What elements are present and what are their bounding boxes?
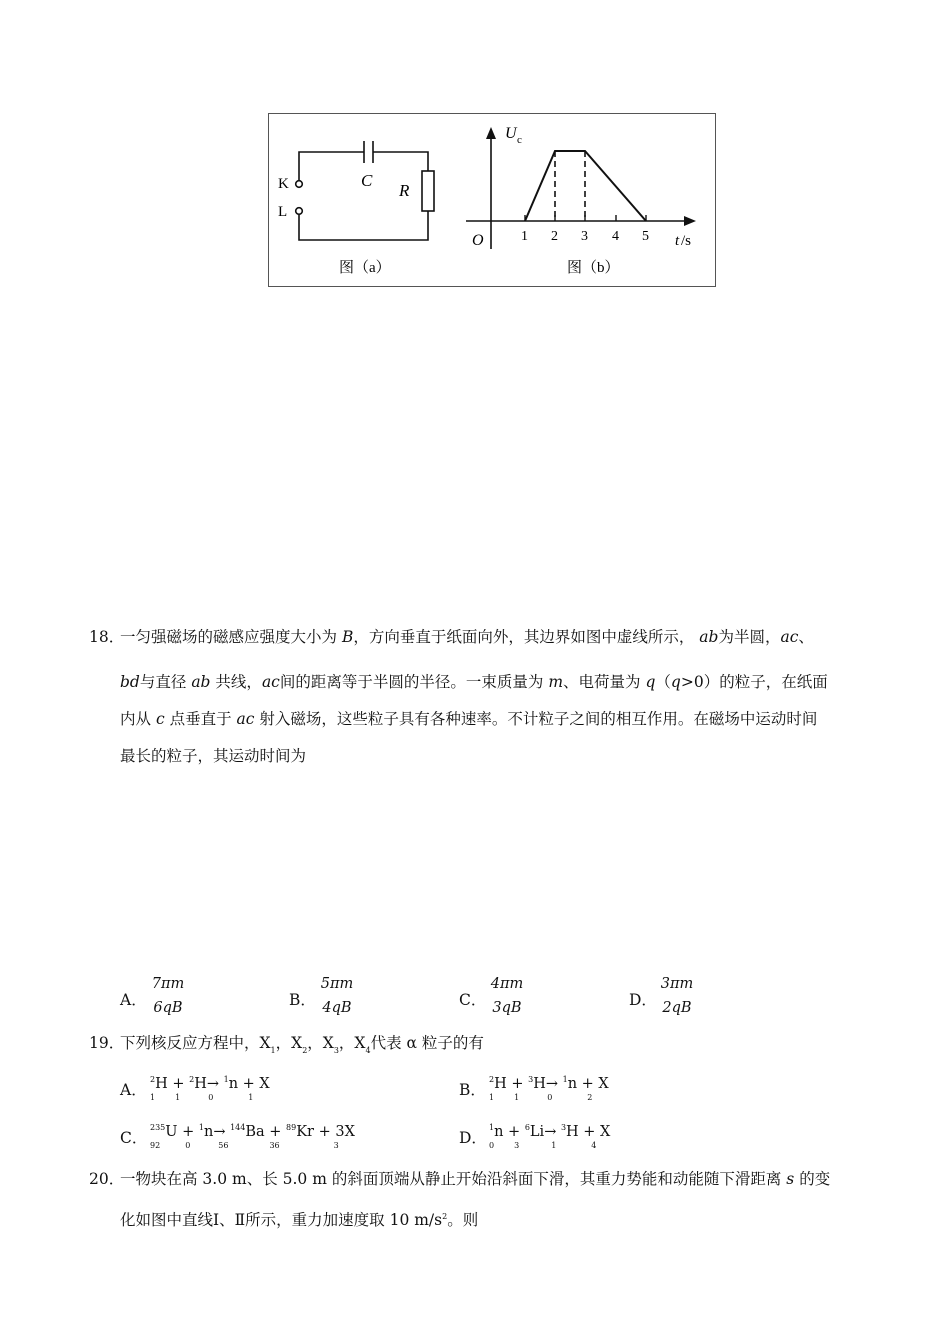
- wire-bottom: [299, 211, 428, 240]
- atomic-number: 0: [547, 1093, 553, 1102]
- fraction-numerator: 3πm: [660, 976, 694, 992]
- origin-label: O: [472, 232, 484, 249]
- atomic-number: 1: [150, 1093, 156, 1102]
- q18-text: 射入磁场，这些粒子具有各种速率。不计粒子之间的相互作用。在磁场中运动时间: [259, 710, 818, 728]
- switch-l-terminal: [296, 208, 303, 215]
- q18-option-b-label[interactable]: B．: [289, 991, 316, 1009]
- atomic-number: 1: [551, 1141, 557, 1150]
- q19-option-c-subscripts: [150, 1141, 339, 1150]
- figure-svg: [269, 114, 717, 288]
- q19-text: 代表 α 粒子的有: [370, 1034, 484, 1052]
- q19-subscript: 2: [302, 1046, 308, 1055]
- q18-text: 、: [798, 628, 814, 646]
- q18-var: ac: [236, 710, 255, 728]
- tick-label-4: 4: [612, 229, 619, 244]
- q19-option-a-equation[interactable]: [150, 1076, 270, 1092]
- q18-option-a-label[interactable]: A．: [120, 991, 147, 1009]
- tick-label-3: 3: [581, 229, 588, 244]
- nuclide: Li: [529, 1124, 545, 1140]
- q20-superscript: 2: [442, 1212, 448, 1221]
- atomic-number: 0: [185, 1141, 191, 1150]
- atomic-number: 2: [587, 1093, 593, 1102]
- q20-line-2: [120, 1207, 870, 1236]
- q18-var: q: [645, 673, 656, 691]
- atomic-number: 1: [175, 1093, 181, 1102]
- q19-subscript: 3: [333, 1046, 339, 1055]
- q19-option-c-equation[interactable]: [150, 1124, 355, 1140]
- nuclide: Ba +: [245, 1124, 287, 1140]
- nuclide: n + X: [228, 1076, 270, 1092]
- nuclide: H + X: [566, 1124, 611, 1140]
- q20-text: 。则: [447, 1211, 479, 1229]
- q18-text: ，方向垂直于纸面向外，其边界如图中虚线所示，: [353, 628, 695, 646]
- q18-var: q: [670, 673, 681, 691]
- q18-var: c: [155, 710, 165, 728]
- q18-line-3: [120, 706, 870, 732]
- q19-subscript: 4: [365, 1046, 371, 1055]
- atomic-number: 0: [489, 1141, 495, 1150]
- nuclide: H +: [494, 1076, 529, 1092]
- q18-option-d-label[interactable]: D．: [629, 991, 657, 1009]
- q18-var: ac: [261, 673, 280, 691]
- wire-top-left: [299, 152, 364, 180]
- q19-text: ，X: [275, 1034, 303, 1052]
- q18-text: 为半圆，: [718, 628, 781, 646]
- q18-var: B: [341, 628, 354, 646]
- q18-line-4: 最长的粒子，其运动时间为: [120, 747, 307, 765]
- tick-label-5: 5: [642, 229, 649, 244]
- q20-text: 的变: [799, 1170, 831, 1188]
- fraction-denominator: 4qB: [322, 1000, 352, 1016]
- mass-number: 2: [489, 1075, 495, 1084]
- caption-b: 图（b）: [567, 260, 620, 276]
- resistor-body: [422, 171, 434, 211]
- tick-label-2: 2: [551, 229, 558, 244]
- q19-option-d-subscripts: [489, 1141, 596, 1150]
- y-axis-arrow: [486, 127, 496, 139]
- mass-number: 2: [150, 1075, 156, 1084]
- q19-text: 下列核反应方程中，X: [120, 1034, 271, 1052]
- q19-text: ，X: [338, 1034, 366, 1052]
- atomic-number: 1: [248, 1093, 254, 1102]
- q18-option-c-fraction[interactable]: [489, 972, 525, 1020]
- q18-text: 点垂直于: [169, 710, 232, 728]
- nuclide: n +: [494, 1124, 525, 1140]
- q18-text: 内从: [120, 710, 152, 728]
- figure-box: [268, 113, 716, 287]
- q19-option-b-label[interactable]: B．: [459, 1081, 486, 1099]
- switch-k-terminal: [296, 181, 303, 188]
- q18-var: m: [548, 673, 564, 691]
- atomic-number: 3: [514, 1141, 520, 1150]
- atomic-number: 36: [269, 1141, 280, 1150]
- q18-var: ac: [780, 628, 799, 646]
- reaction-arrow: →: [206, 1076, 224, 1092]
- q19-option-a-label[interactable]: A．: [120, 1081, 147, 1099]
- nuclide: U +: [165, 1124, 199, 1140]
- q20-var: s: [786, 1170, 795, 1188]
- fraction-numerator: 7πm: [151, 976, 185, 992]
- fraction-denominator: 3qB: [492, 1000, 522, 1016]
- atomic-number: 3: [333, 1141, 339, 1150]
- q18-var: ab: [191, 673, 211, 691]
- q18-option-a-fraction[interactable]: [150, 972, 186, 1020]
- q18-text: 、电荷量为: [563, 673, 641, 691]
- reaction-arrow: →: [545, 1076, 563, 1092]
- x-axis-label: t: [675, 233, 680, 249]
- q19-option-d-equation[interactable]: [489, 1124, 610, 1140]
- q18-text: 间的距离等于半圆的半径。一束质量为: [279, 673, 544, 691]
- atomic-number: 1: [514, 1093, 520, 1102]
- caption-a: 图（a）: [339, 260, 391, 276]
- q19-text: ，X: [307, 1034, 334, 1052]
- q19-subscript: 1: [270, 1046, 276, 1055]
- mass-number: 3: [528, 1075, 534, 1084]
- q19-option-a-subscripts: [150, 1093, 253, 1102]
- y-axis-sub: c: [517, 134, 522, 146]
- q19-option-d-label[interactable]: D．: [459, 1129, 487, 1147]
- reaction-arrow: →: [213, 1124, 231, 1140]
- mass-number: 2: [189, 1075, 195, 1084]
- label-l: L: [278, 204, 288, 220]
- q18-text: >0）的粒子，在纸面: [680, 673, 828, 691]
- q18-option-d-fraction[interactable]: [659, 972, 695, 1020]
- q19-option-b-subscripts: [489, 1093, 592, 1102]
- nuclide: H +: [155, 1076, 190, 1092]
- q18-var: ab: [699, 628, 719, 646]
- atomic-number: 0: [208, 1093, 214, 1102]
- atomic-number: 1: [489, 1093, 495, 1102]
- q18-line-1: [120, 624, 870, 650]
- nuclide: n + X: [567, 1076, 609, 1092]
- mass-number: 1: [198, 1123, 204, 1132]
- fraction-numerator: 5πm: [320, 976, 354, 992]
- atomic-number: 56: [218, 1141, 229, 1150]
- fraction-denominator: 2qB: [662, 1000, 692, 1016]
- atomic-number: 92: [150, 1141, 161, 1150]
- mass-number: 1: [562, 1075, 568, 1084]
- nuclide: H: [533, 1076, 546, 1092]
- reaction-arrow: →: [544, 1124, 561, 1140]
- mass-number: 235: [150, 1123, 166, 1132]
- q19-option-c-label[interactable]: C．: [120, 1129, 148, 1147]
- q19-option-b-equation[interactable]: [489, 1076, 609, 1092]
- q19-number: 19．: [89, 1034, 125, 1052]
- atomic-number: 4: [591, 1141, 597, 1150]
- mass-number: 89: [286, 1123, 297, 1132]
- q20-line-1: [120, 1166, 870, 1192]
- x-axis-unit: /s: [681, 233, 692, 249]
- label-r: R: [399, 181, 410, 200]
- fraction-numerator: 4πm: [490, 976, 524, 992]
- q20-text: 化如图中直线Ⅰ、Ⅱ所示，重力加速度取 10 m/s: [120, 1211, 443, 1229]
- x-axis-arrow: [684, 216, 696, 226]
- q20-number: 20．: [89, 1170, 125, 1188]
- q19-stem: [120, 1030, 870, 1059]
- mass-number: 144: [230, 1123, 246, 1132]
- q18-text: 与直径: [139, 673, 187, 691]
- tick-label-1: 1: [521, 229, 528, 244]
- mass-number: 1: [489, 1123, 495, 1132]
- circuit-diagram: [296, 141, 434, 240]
- q18-option-c-label[interactable]: C．: [459, 991, 487, 1009]
- y-axis-label: U: [505, 125, 517, 142]
- mass-number: 3: [560, 1123, 567, 1132]
- nuclide: H: [194, 1076, 207, 1092]
- q18-line-2: [120, 669, 870, 695]
- q20-text: 一物块在高 3.0 m、长 5.0 m 的斜面顶端从静止开始沿斜面下滑，其重力势能和动能随下滑距离: [120, 1170, 782, 1188]
- nuclide: Kr + 3X: [296, 1124, 355, 1140]
- q18-var: bd: [120, 673, 140, 691]
- mass-number: 6: [524, 1123, 530, 1132]
- label-c: C: [361, 171, 373, 190]
- q18-text: 一匀强磁场的磁感应强度大小为: [120, 628, 338, 646]
- q18-text: （: [655, 673, 671, 691]
- label-k: K: [278, 176, 289, 192]
- q18-number: 18．: [89, 628, 125, 646]
- q18-option-b-fraction[interactable]: [319, 972, 355, 1020]
- q18-text: 共线，: [215, 673, 262, 691]
- nuclide: n: [203, 1124, 214, 1140]
- wire-top-right: [373, 152, 428, 171]
- fraction-denominator: 6qB: [153, 1000, 183, 1016]
- mass-number: 1: [223, 1075, 229, 1084]
